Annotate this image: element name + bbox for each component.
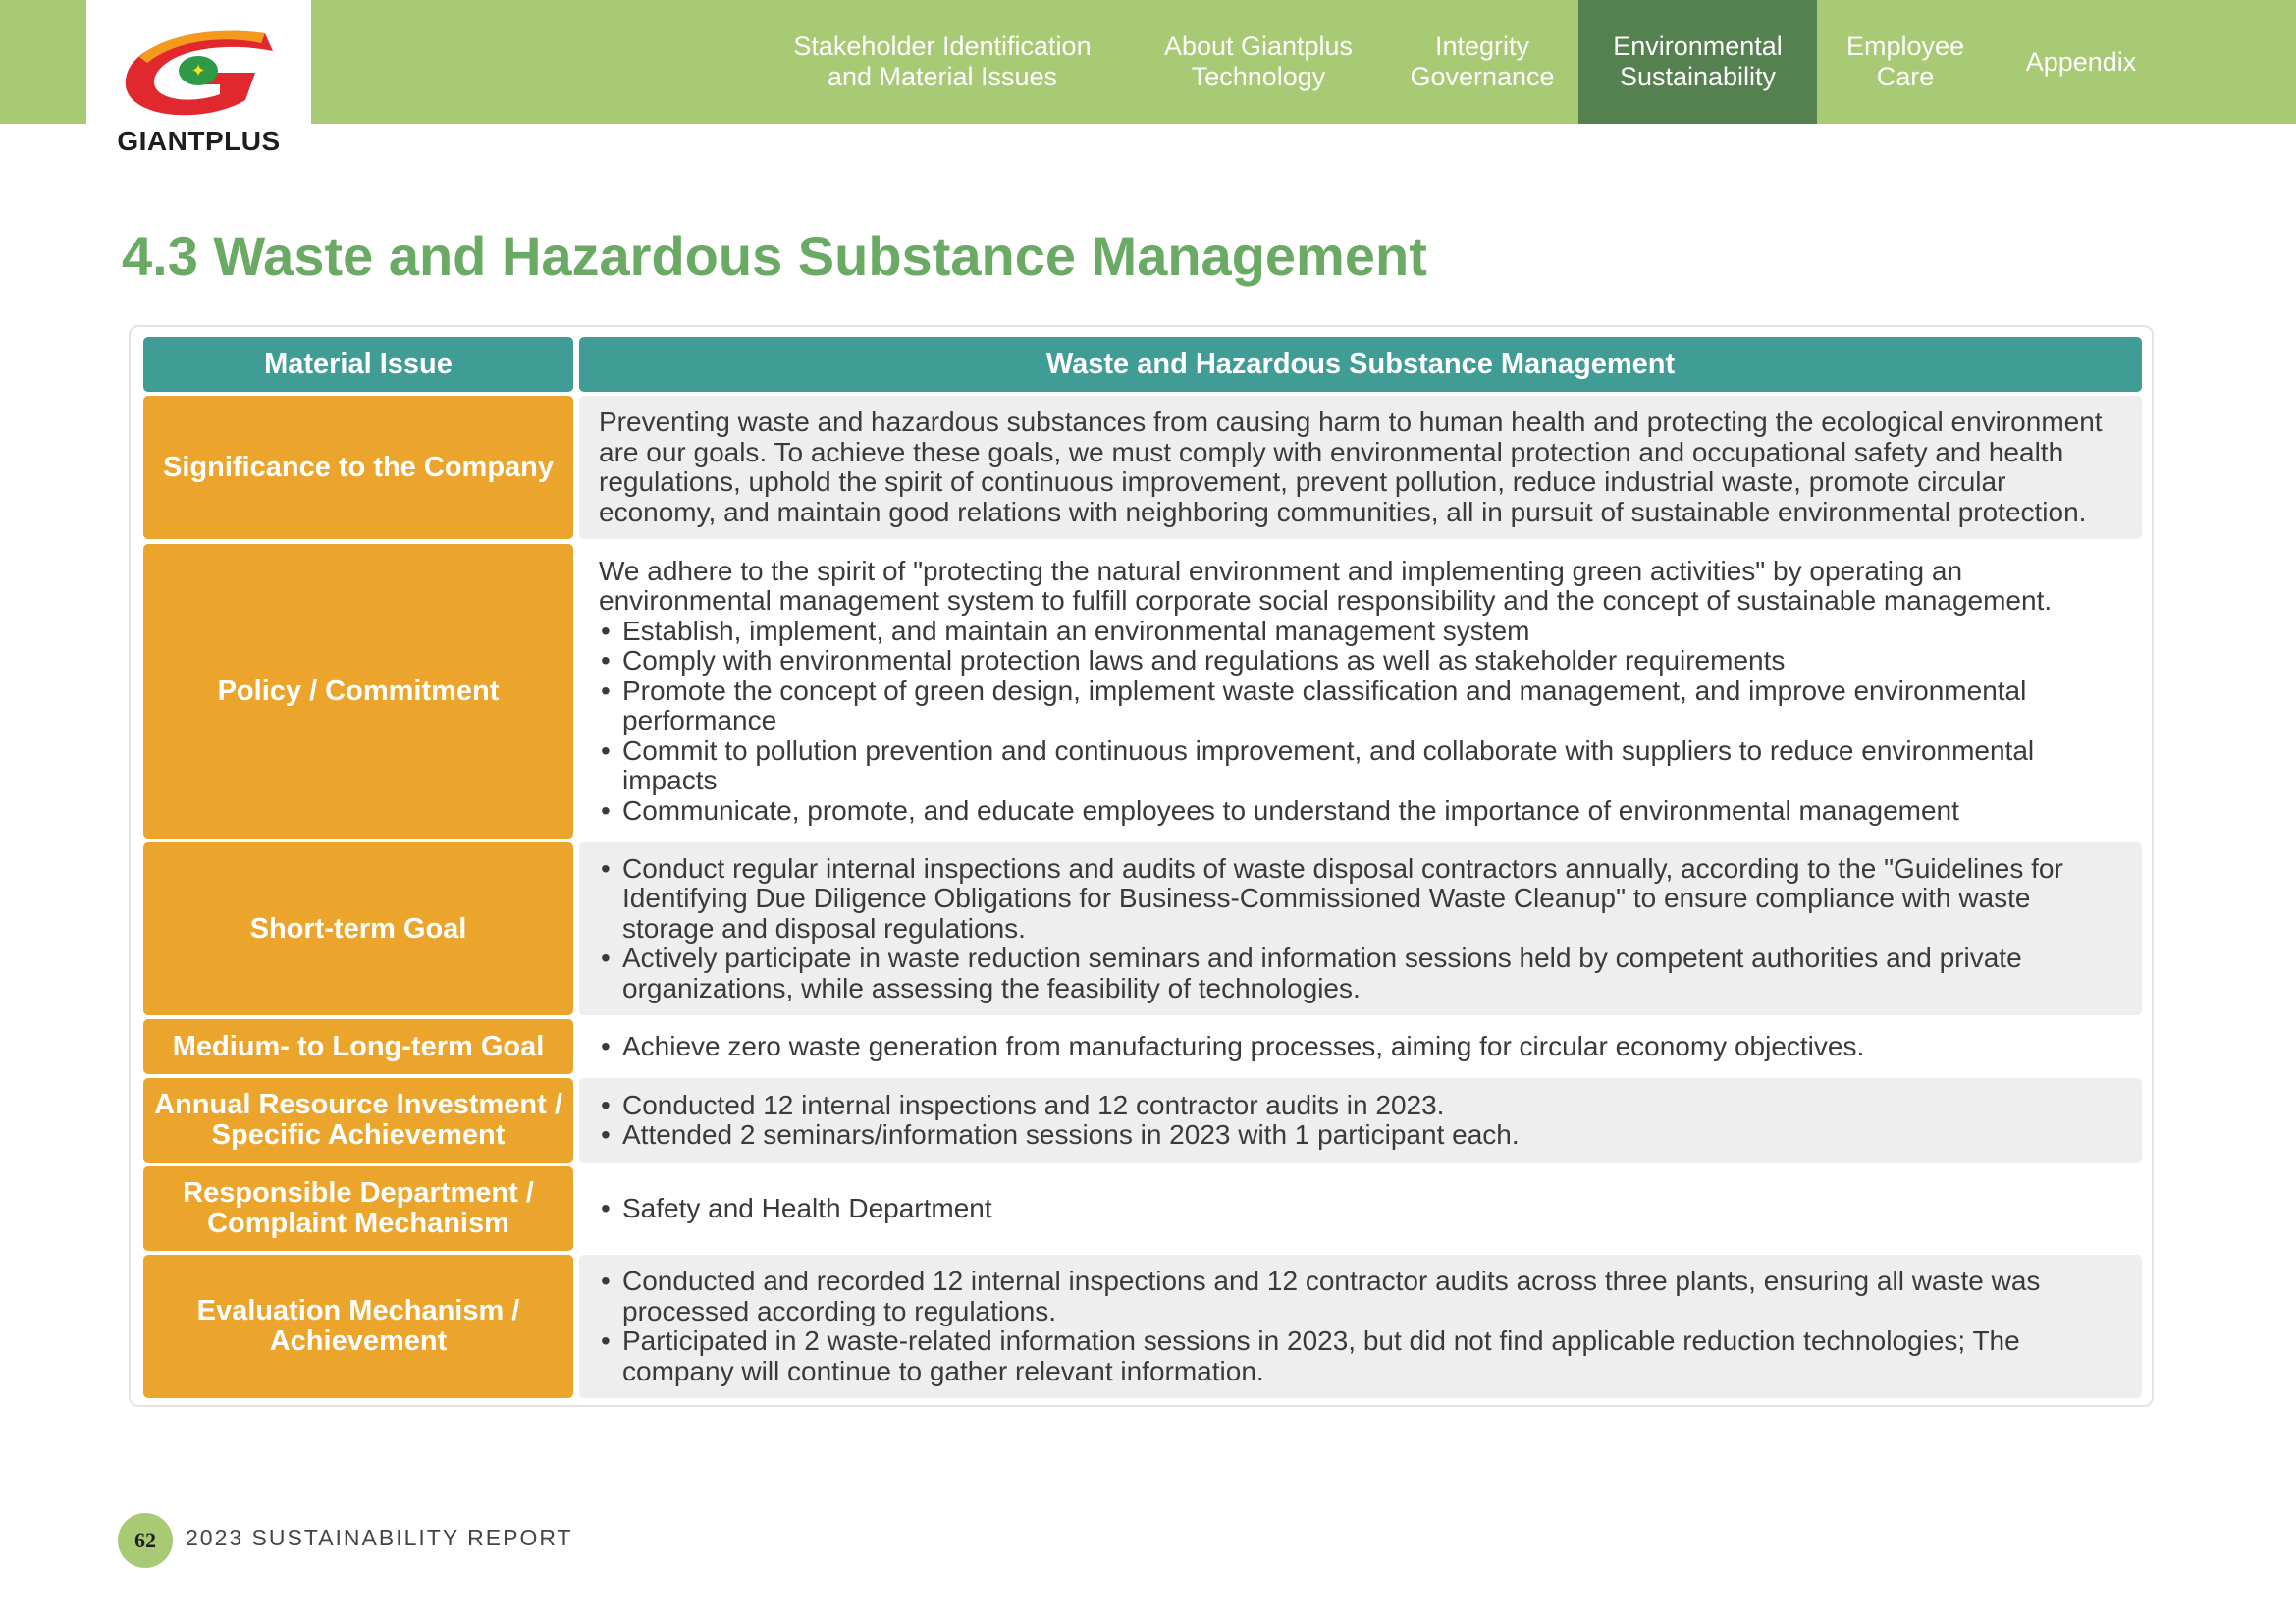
nav-tab-integrity-governance[interactable]: Integrity Governance <box>1410 31 1555 91</box>
list-item: • Comply with environmental protection laws and regulations as well as stakeholder requirements <box>599 646 2124 676</box>
list-item: • Establish, implement, and maintain an environmental management system <box>599 617 2124 647</box>
row-content-significance <box>579 396 2142 539</box>
logo-wordmark: GIANTPLUS <box>117 126 281 156</box>
row-content-medium-long-term-goal <box>579 1019 2142 1074</box>
row-label-significance: Significance to the Company <box>143 396 573 539</box>
row-content-responsible-department <box>579 1166 2142 1251</box>
list-item: • Achieve zero waste generation from manufacturing processes, aiming for circular economy objectives. <box>599 1032 2124 1062</box>
row-content-policy-commitment <box>579 544 2142 839</box>
nav-tab-stakeholder-identification[interactable]: Stakeholder Identification and Material Issues <box>793 31 1092 91</box>
row-label-policy-commitment: Policy / Commitment <box>143 544 573 839</box>
list-item: • Commit to pollution prevention and continuous improvement, and collaborate with suppliers to reduce environmental impacts <box>599 736 2124 796</box>
list-item: • Actively participate in waste reduction seminars and information sessions held by competent authorities and private organizations, while assessing the feasibility of technologies. <box>599 944 2124 1003</box>
table-header-topic: Waste and Hazardous Substance Management <box>579 337 2142 392</box>
annual-resource-investment-list <box>599 1091 2124 1151</box>
list-item: • Promote the concept of green design, implement waste classification and management, and improve environmental performance <box>599 676 2124 736</box>
nav-tab-environmental-sustainability[interactable]: Environmental Sustainability <box>1578 0 1817 124</box>
list-item: • Communicate, promote, and educate employees to understand the importance of environmental management <box>599 796 2124 827</box>
row-label-medium-long-term-goal: Medium- to Long-term Goal <box>143 1019 573 1074</box>
short-term-goal-list <box>599 854 2124 1004</box>
evaluation-mechanism-list <box>599 1267 2124 1386</box>
medium-long-term-goal-list <box>599 1032 2124 1062</box>
list-item: • Conduct regular internal inspections and audits of waste disposal contractors annually, according to the "Guidelines for Identifying Due Diligence Obligations for Business-Commissioned Waste Cleanup" to ensure compliance with waste storage and disposal regulations. <box>599 854 2124 945</box>
row-label-responsible-department: Responsible Department / Complaint Mechanism <box>143 1166 573 1251</box>
row-label-annual-resource-investment: Annual Resource Investment / Specific Achievement <box>143 1078 573 1163</box>
page-number-badge: 62 <box>118 1513 173 1568</box>
policy-intro-text: We adhere to the spirit of "protecting the natural environment and implementing green activities" by operating an environmental management system to fulfill corporate social responsibility and the concept of sustainable management. <box>599 555 2053 617</box>
row-label-short-term-goal: Short-term Goal <box>143 842 573 1015</box>
giantplus-logo-icon <box>118 22 281 120</box>
row-content-annual-resource-investment <box>579 1078 2142 1163</box>
row-content-short-term-goal <box>579 842 2142 1015</box>
nav-tab-about-giantplus[interactable]: About Giantplus Technology <box>1163 31 1354 91</box>
list-item: • Safety and Health Department <box>599 1194 2124 1224</box>
nav-tab-employee-care[interactable]: Employee Care <box>1845 31 1965 91</box>
table-header-material-issue: Material Issue <box>143 337 573 392</box>
company-logo[interactable] <box>86 0 311 167</box>
policy-bullet-list <box>599 617 2124 827</box>
page-title: 4.3 Waste and Hazardous Substance Management <box>122 225 1427 287</box>
row-label-evaluation-mechanism: Evaluation Mechanism / Achievement <box>143 1255 573 1398</box>
report-name: 2023 SUSTAINABILITY REPORT <box>186 1525 573 1550</box>
list-item: • Participated in 2 waste-related information sessions in 2023, but did not find applicable reduction technologies; The company will continue to gather relevant information. <box>599 1326 2124 1386</box>
list-item: • Conducted and recorded 12 internal inspections and 12 contractor audits across three plants, ensuring all waste was processed according to regulations. <box>599 1267 2124 1326</box>
list-item: • Attended 2 seminars/information sessions in 2023 with 1 participant each. <box>599 1120 2124 1151</box>
nav-tab-appendix[interactable]: Appendix <box>2025 46 2137 77</box>
responsible-department-list <box>599 1194 2124 1224</box>
row-content-evaluation-mechanism <box>579 1255 2142 1398</box>
svg-text:✦: ✦ <box>190 61 206 81</box>
significance-text: Preventing waste and hazardous substances from causing harm to human health and protecting the ecological environment are our goals. To achieve these goals, we must comply with environmental protection and occupational safety and health regulations, uphold the spirit of continuous improvement, prevent pollution, reduce industrial waste, promote circular economy, and maintain good relations with neighboring communities, all in pursuit of sustainable environmental protection. <box>599 406 2103 527</box>
list-item: • Conducted 12 internal inspections and 12 contractor audits in 2023. <box>599 1091 2124 1121</box>
